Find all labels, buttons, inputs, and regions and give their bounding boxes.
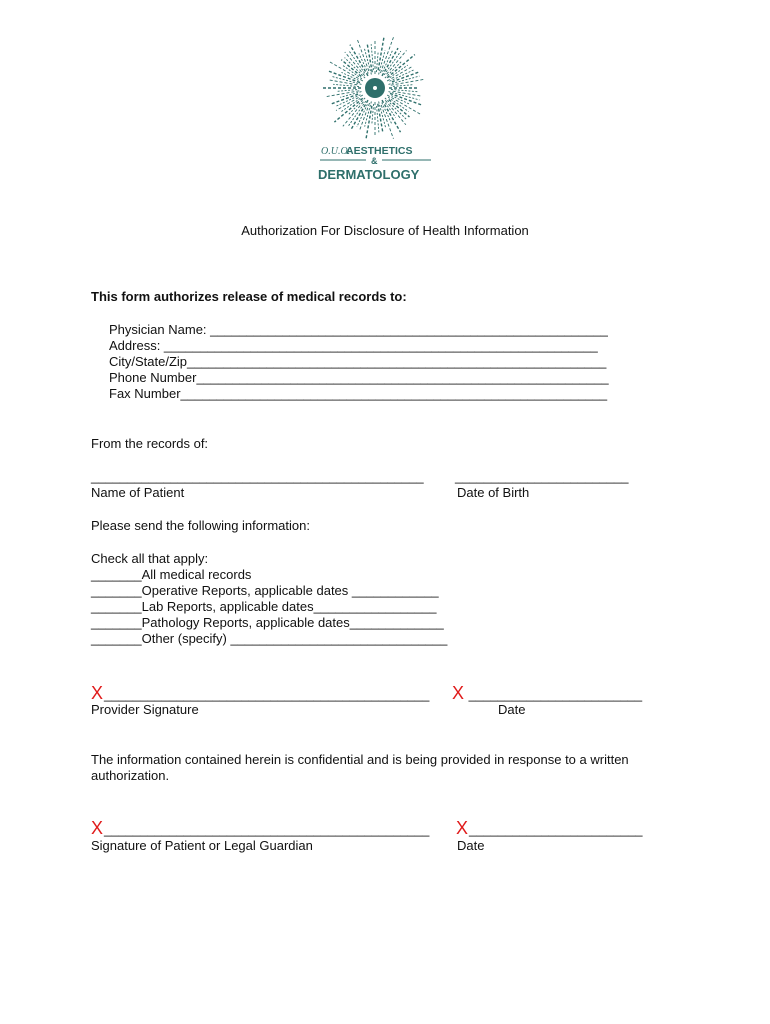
sign-here-mark: X: [91, 818, 104, 838]
fax-number-field[interactable]: Fax Number___________________________________________________________: [109, 386, 608, 401]
clinic-logo: [300, 26, 450, 188]
sunburst-ray: [336, 90, 357, 92]
check-item-all-records[interactable]: _______All medical records: [91, 567, 252, 582]
provider-date-field[interactable]: [452, 685, 642, 703]
sunburst-ray: [393, 85, 413, 87]
send-info-label: Please send the following information:: [91, 518, 310, 533]
provider-date-label: Date: [498, 702, 526, 717]
check-all-label: Check all that apply:: [91, 551, 209, 566]
release-heading: This form authorizes release of medical records to:: [91, 289, 407, 304]
logo-script-text: O.U.O.: [321, 146, 351, 157]
sunburst-ray: [385, 100, 406, 125]
document-title: Authorization For Disclosure of Health Information: [241, 223, 529, 238]
address-field[interactable]: Address: ____________________________________________________________: [109, 338, 598, 353]
sign-here-mark: X: [452, 683, 465, 703]
patient-signature-label: Signature of Patient or Legal Guardian: [91, 838, 313, 853]
sunburst-ray: [378, 104, 383, 134]
check-item-operative-reports[interactable]: _______Operative Reports, applicable dates ____________: [91, 583, 439, 598]
date-of-birth-field[interactable]: ________________________: [455, 469, 629, 484]
check-item-lab-reports[interactable]: _______Lab Reports, applicable dates_________________: [91, 599, 437, 614]
city-state-zip-field[interactable]: City/State/Zip__________________________________________________________: [109, 354, 607, 369]
physician-name-field[interactable]: Physician Name: _______________________________________________________: [109, 322, 608, 337]
logo-dermatology-text: DERMATOLOGY: [318, 167, 420, 182]
sunburst-ray: [387, 55, 415, 78]
patient-name-label: Name of Patient: [91, 485, 185, 500]
confidential-notice-line1: The information contained herein is confidential and is being provided in response to a written: [91, 752, 629, 767]
patient-signature-field[interactable]: [91, 820, 429, 838]
logo-aesthetics-text: AESTHETICS: [346, 145, 413, 157]
provider-date-line: ________________________: [465, 687, 643, 702]
provider-signature-label: Provider Signature: [91, 702, 199, 717]
sunburst-ray: [387, 95, 421, 115]
sunburst-ray: [366, 106, 372, 139]
from-records-label: From the records of:: [91, 436, 209, 451]
logo-ampersand: &: [371, 156, 378, 166]
sunburst-ray: [341, 98, 360, 111]
phone-number-field[interactable]: Phone Number_________________________________________________________: [109, 370, 609, 385]
patient-date-label: Date: [457, 838, 485, 853]
provider-signature-field[interactable]: [91, 685, 429, 703]
provider-signature-line: _____________________________________________: [104, 687, 430, 702]
sunburst-ray: [330, 62, 363, 81]
check-item-pathology-reports[interactable]: _______Pathology Reports, applicable dates_____________: [91, 615, 444, 630]
sign-here-mark: X: [456, 818, 469, 838]
date-of-birth-label: Date of Birth: [457, 485, 530, 500]
sunburst-ray: [390, 65, 408, 78]
sign-here-mark: X: [91, 683, 104, 703]
confidential-notice-line2: authorization.: [91, 768, 170, 783]
patient-date-field[interactable]: [456, 820, 643, 838]
patient-signature-line: _____________________________________________: [104, 822, 430, 837]
check-item-other[interactable]: _______Other (specify) ______________________________: [91, 631, 448, 646]
patient-name-field[interactable]: ______________________________________________: [91, 469, 424, 484]
patient-date-line: ________________________: [469, 822, 643, 837]
sunburst-ray: [336, 95, 363, 111]
